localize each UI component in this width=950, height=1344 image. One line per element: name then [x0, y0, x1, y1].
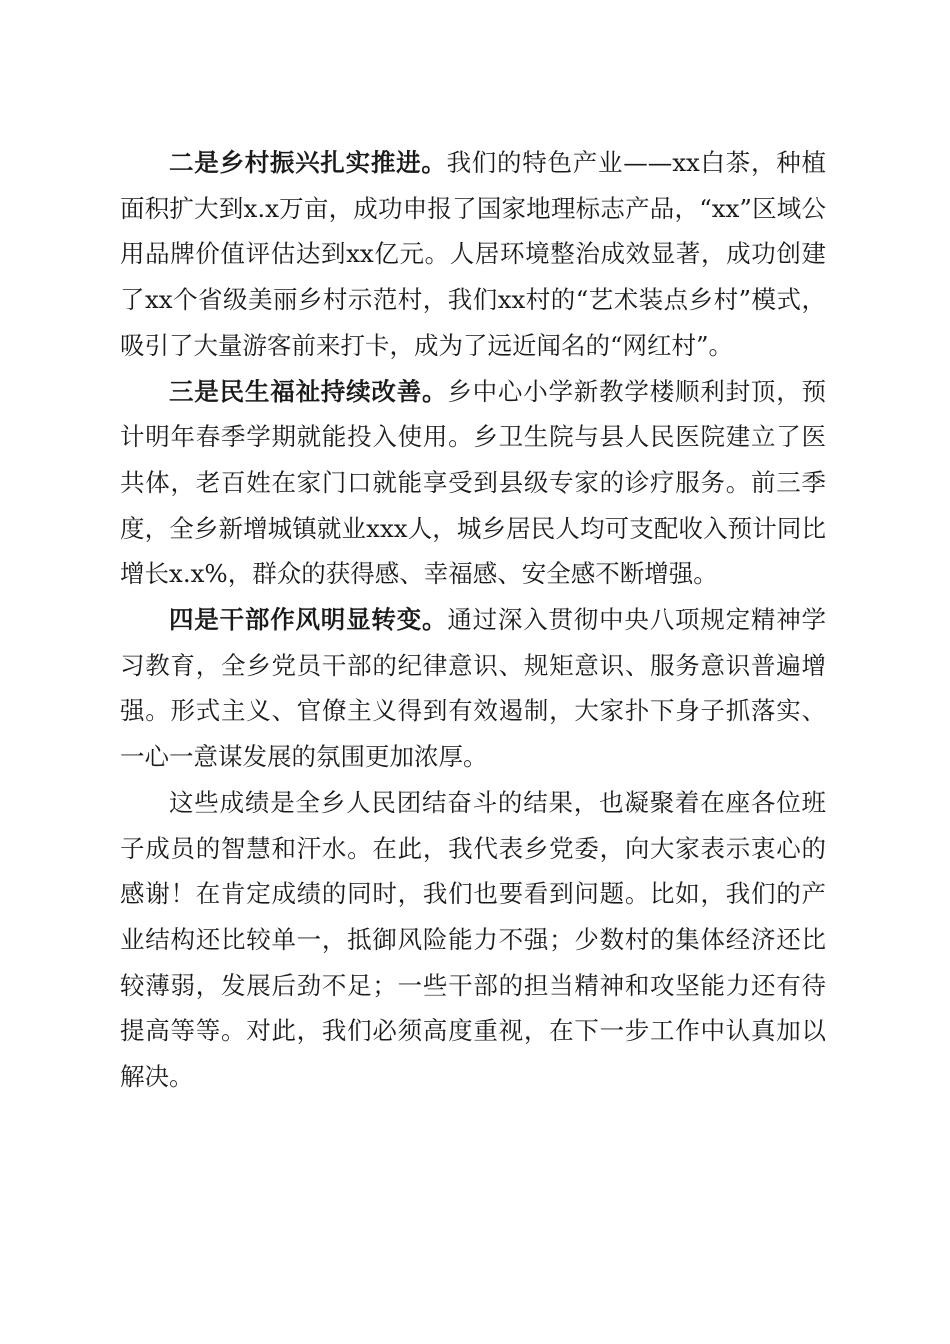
paragraph-text: 乡中心小学新教学楼顺利封顶，预计明年春季学期就能投入使用。乡卫生院与县人民医院建立了医共体，老百姓在家门口就能享受到县级专家的诊疗服务。前三季度，全乡新增城镇就业xxx人，城乡居民人均可支配收入预计同比增长x.x%，群众的获得感、幸福感、安全感不断增强。	[120, 376, 827, 589]
paragraph-lead: 二是乡村振兴扎实推进。	[169, 148, 447, 177]
paragraph-text: 我们的特色产业——xx白茶，种植面积扩大到x.x万亩，成功申报了国家地理标志产品，“xx”区域公用品牌价值评估达到xx亿元。人居环境整治成效显著，成功创建了xx个省级美丽乡村示范村，我们xx村的“艺术装点乡村”模式，吸引了大量游客前来打卡，成为了远近闻名的“网红村”。	[120, 148, 826, 360]
paragraph-text: 这些成绩是全乡人民团结奋斗的结果，也凝聚着在座各位班子成员的智慧和汗水。在此，我代表乡党委，向大家表示衷心的感谢！在肯定成绩的同时，我们也要看到问题。比如，我们的产业结构还比较单一，抵御风险能力不强；少数村的集体经济还比较薄弱，发展后劲不足；一些干部的担当精神和攻坚能力还有待提高等等。对此，我们必须高度重视，在下一步工作中认真加以解决。	[120, 787, 826, 1092]
document-body	[120, 140, 826, 1100]
paragraph-cadre-conduct	[120, 597, 826, 780]
paragraph-livelihood	[120, 369, 826, 598]
paragraph-lead: 四是干部作风明显转变。	[169, 605, 448, 635]
paragraph-summary	[120, 780, 826, 1100]
paragraph-text: 通过深入贯彻中央八项规定精神学习教育，全乡党员干部的纪律意识、规矩意识、服务意识普遍增强。形式主义、官僚主义得到有效遏制，大家扑下身子抓落实、一心一意谋发展的氛围更加浓厚。	[120, 605, 827, 772]
paragraph-rural-revitalization	[120, 140, 826, 369]
paragraph-lead: 三是民生福祉持续改善。	[169, 376, 448, 406]
